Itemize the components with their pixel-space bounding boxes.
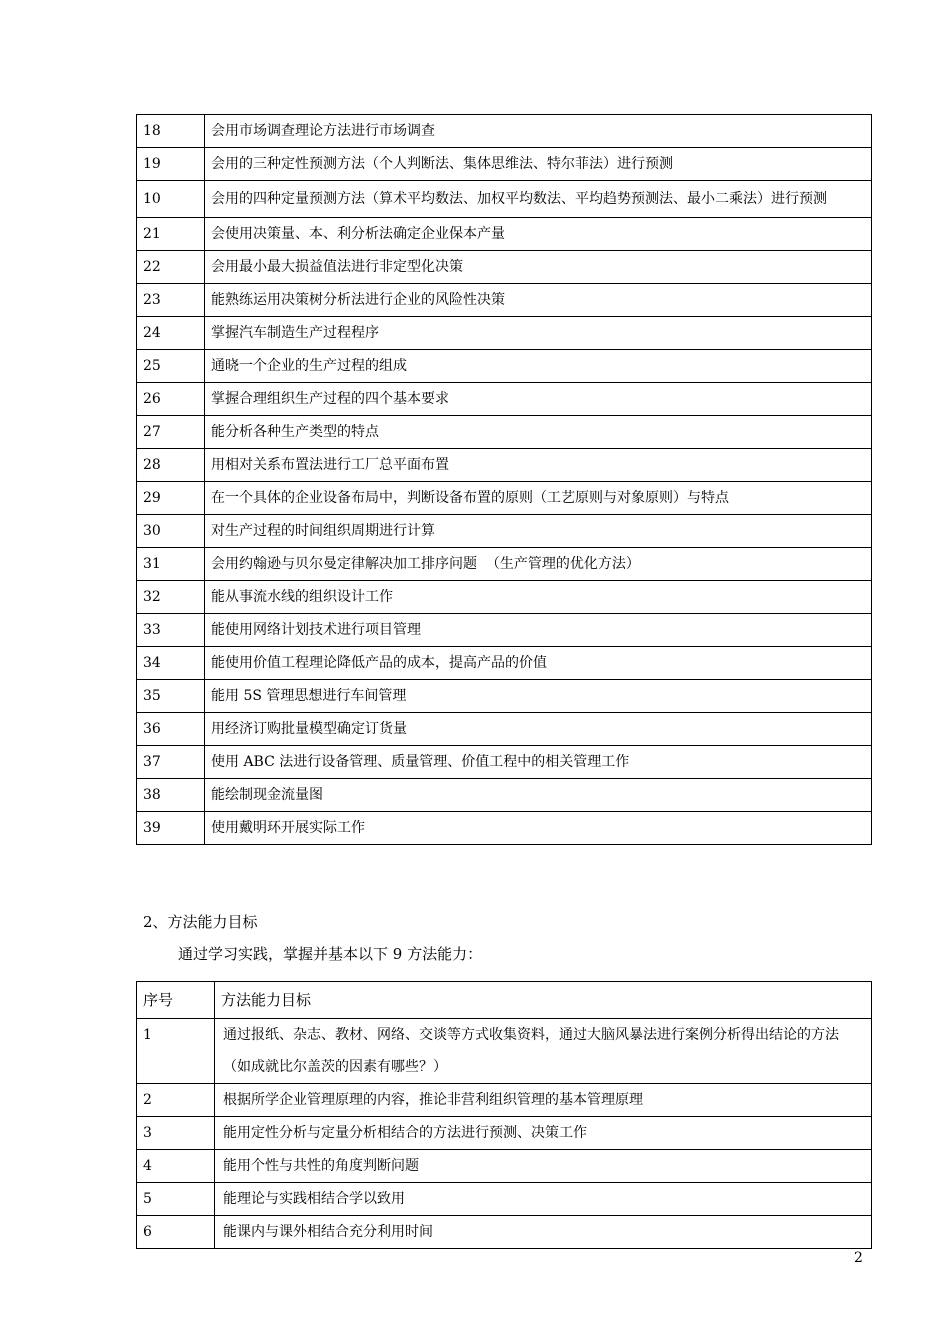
table-row bbox=[137, 1150, 872, 1183]
table-row bbox=[137, 284, 872, 317]
table-row bbox=[137, 746, 872, 779]
row-text: 对生产过程的时间组织周期进行计算 bbox=[205, 515, 872, 548]
page-number: 2 bbox=[854, 1250, 863, 1266]
row-text: 能从事流水线的组织设计工作 bbox=[205, 581, 872, 614]
row-text: 用相对关系布置法进行工厂总平面布置 bbox=[205, 449, 872, 482]
row-text: 能用定性分析与定量分析相结合的方法进行预测、决策工作 bbox=[215, 1117, 872, 1150]
table-row bbox=[137, 515, 872, 548]
row-number: 25 bbox=[137, 350, 205, 383]
table-row bbox=[137, 218, 872, 251]
table-row bbox=[137, 350, 872, 383]
section-heading: 2、方法能力目标 bbox=[143, 913, 258, 931]
methods-table bbox=[136, 981, 872, 1249]
row-text: 通过报纸、杂志、教材、网络、交谈等方式收集资料，通过大脑风暴法进行案例分析得出结论的方法（如成就比尔盖茨的因素有哪些？） bbox=[215, 1019, 872, 1084]
row-text: 使用戴明环开展实际工作 bbox=[205, 812, 872, 845]
row-text: 能用个性与共性的角度判断问题 bbox=[215, 1150, 872, 1183]
row-number: 10 bbox=[137, 181, 205, 218]
row-number: 30 bbox=[137, 515, 205, 548]
row-text: 根据所学企业管理原理的内容，推论非营利组织管理的基本管理原理 bbox=[215, 1084, 872, 1117]
table-row bbox=[137, 449, 872, 482]
table-row bbox=[137, 812, 872, 845]
table-row bbox=[137, 115, 872, 148]
table-row bbox=[137, 680, 872, 713]
row-text: 能使用网络计划技术进行项目管理 bbox=[205, 614, 872, 647]
table-row bbox=[137, 713, 872, 746]
row-text: 能课内与课外相结合充分利用时间 bbox=[215, 1216, 872, 1249]
row-number: 31 bbox=[137, 548, 205, 581]
row-text: 会用约翰逊与贝尔曼定律解决加工排序问题 （生产管理的优化方法） bbox=[205, 548, 872, 581]
row-number: 28 bbox=[137, 449, 205, 482]
row-number: 2 bbox=[137, 1084, 215, 1117]
row-text: 能理论与实践相结合学以致用 bbox=[215, 1183, 872, 1216]
table-row bbox=[137, 1019, 872, 1084]
table-row bbox=[137, 1183, 872, 1216]
row-number: 39 bbox=[137, 812, 205, 845]
table-row bbox=[137, 383, 872, 416]
row-text: 会用最小最大损益值法进行非定型化决策 bbox=[205, 251, 872, 284]
row-number: 5 bbox=[137, 1183, 215, 1216]
table-row bbox=[137, 1216, 872, 1249]
row-text: 能绘制现金流量图 bbox=[205, 779, 872, 812]
row-number: 33 bbox=[137, 614, 205, 647]
row-number: 26 bbox=[137, 383, 205, 416]
row-number: 37 bbox=[137, 746, 205, 779]
table-row bbox=[137, 251, 872, 284]
row-text: 能熟练运用决策树分析法进行企业的风险性决策 bbox=[205, 284, 872, 317]
row-number: 35 bbox=[137, 680, 205, 713]
row-text: 会用的四种定量预测方法（算术平均数法、加权平均数法、平均趋势预测法、最小二乘法）进行预测 bbox=[205, 181, 872, 218]
row-text: 会用市场调查理论方法进行市场调查 bbox=[205, 115, 872, 148]
row-number: 3 bbox=[137, 1117, 215, 1150]
table-row bbox=[137, 317, 872, 350]
table-row bbox=[137, 181, 872, 218]
table-row bbox=[137, 1117, 872, 1150]
skills-table bbox=[136, 114, 872, 845]
table-row bbox=[137, 779, 872, 812]
row-text: 使用 ABC 法进行设备管理、质量管理、价值工程中的相关管理工作 bbox=[205, 746, 872, 779]
row-text: 会用的三种定性预测方法（个人判断法、集体思维法、特尔菲法）进行预测 bbox=[205, 148, 872, 181]
row-number: 36 bbox=[137, 713, 205, 746]
row-number: 23 bbox=[137, 284, 205, 317]
row-number: 34 bbox=[137, 647, 205, 680]
row-text: 能使用价值工程理论降低产品的成本，提高产品的价值 bbox=[205, 647, 872, 680]
table-header-row bbox=[137, 982, 872, 1019]
row-number: 21 bbox=[137, 218, 205, 251]
table-row bbox=[137, 416, 872, 449]
row-number: 18 bbox=[137, 115, 205, 148]
row-text: 掌握合理组织生产过程的四个基本要求 bbox=[205, 383, 872, 416]
row-number: 22 bbox=[137, 251, 205, 284]
table-row bbox=[137, 482, 872, 515]
row-number: 38 bbox=[137, 779, 205, 812]
row-text: 能分析各种生产类型的特点 bbox=[205, 416, 872, 449]
row-number: 29 bbox=[137, 482, 205, 515]
row-text: 掌握汽车制造生产过程程序 bbox=[205, 317, 872, 350]
row-number: 27 bbox=[137, 416, 205, 449]
table-row bbox=[137, 148, 872, 181]
table-row bbox=[137, 581, 872, 614]
header-title: 方法能力目标 bbox=[215, 982, 872, 1019]
row-number: 6 bbox=[137, 1216, 215, 1249]
row-text: 在一个具体的企业设备布局中，判断设备布置的原则（工艺原则与对象原则）与特点 bbox=[205, 482, 872, 515]
row-text: 用经济订购批量模型确定订货量 bbox=[205, 713, 872, 746]
table-row bbox=[137, 548, 872, 581]
row-number: 19 bbox=[137, 148, 205, 181]
row-text: 会使用决策量、本、利分析法确定企业保本产量 bbox=[205, 218, 872, 251]
header-number: 序号 bbox=[137, 982, 215, 1019]
table-row bbox=[137, 647, 872, 680]
row-number: 24 bbox=[137, 317, 205, 350]
section-intro: 通过学习实践，掌握并基本以下 9 方法能力： bbox=[178, 945, 483, 963]
table-row bbox=[137, 1084, 872, 1117]
row-text: 能用 5S 管理思想进行车间管理 bbox=[205, 680, 872, 713]
row-number: 1 bbox=[137, 1019, 215, 1084]
row-number: 4 bbox=[137, 1150, 215, 1183]
row-number: 32 bbox=[137, 581, 205, 614]
row-text: 通晓一个企业的生产过程的组成 bbox=[205, 350, 872, 383]
table-row bbox=[137, 614, 872, 647]
